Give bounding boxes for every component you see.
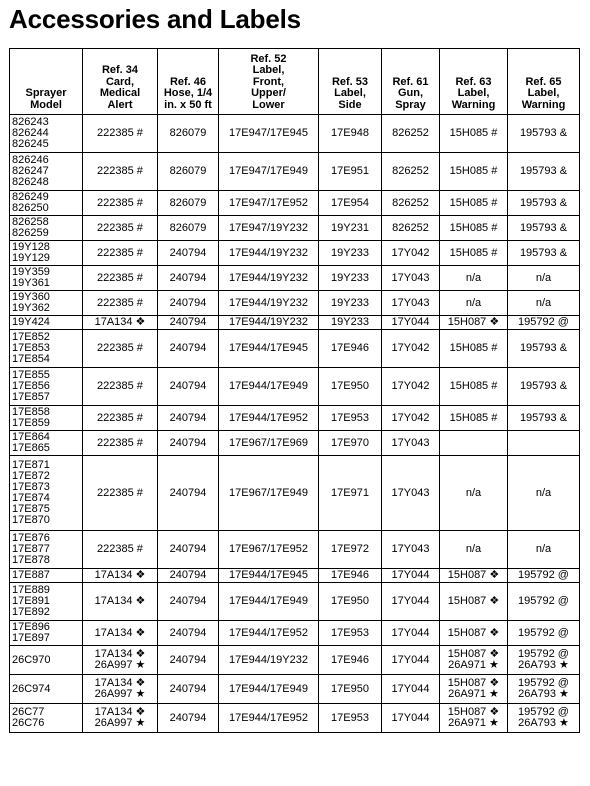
cell-ref-63: n/a	[440, 531, 508, 569]
cell-ref-46: 240794	[158, 646, 219, 675]
cell-ref-53: 17E950	[319, 583, 382, 621]
cell-ref-61: 17Y044	[382, 569, 440, 583]
table-row	[10, 330, 580, 368]
cell-ref-46: 240794	[158, 621, 219, 646]
table-row	[10, 583, 580, 621]
cell-ref-61: 17Y042	[382, 406, 440, 431]
cell-ref-53: 19Y233	[319, 266, 382, 291]
cell-ref-53: 17E954	[319, 191, 382, 216]
header-sprayer-model: Sprayer Model	[10, 49, 83, 115]
cell-sprayer-model: 826249 826250	[10, 191, 83, 216]
cell-ref-63: 15H087 ❖ 26A971 ★	[440, 646, 508, 675]
cell-ref-52: 17E944/17E945	[219, 569, 319, 583]
cell-ref-65: 195793 &	[508, 241, 580, 266]
header-ref-63: Ref. 63 Label, Warning	[440, 49, 508, 115]
cell-sprayer-model: 17E896 17E897	[10, 621, 83, 646]
cell-ref-34: 17A134 ❖ 26A997 ★	[83, 704, 158, 733]
cell-ref-52: 17E944/17E952	[219, 621, 319, 646]
cell-ref-34: 222385 #	[83, 115, 158, 153]
cell-ref-65: 195792 @	[508, 621, 580, 646]
cell-ref-63: 15H087 ❖ 26A971 ★	[440, 704, 508, 733]
cell-ref-46: 240794	[158, 704, 219, 733]
header-ref-61: Ref. 61 Gun, Spray	[382, 49, 440, 115]
cell-ref-46: 240794	[158, 456, 219, 531]
cell-ref-53: 19Y233	[319, 291, 382, 316]
cell-ref-53: 17E948	[319, 115, 382, 153]
cell-ref-46: 240794	[158, 431, 219, 456]
cell-ref-46: 240794	[158, 583, 219, 621]
cell-ref-63: n/a	[440, 456, 508, 531]
cell-ref-63: 15H085 #	[440, 216, 508, 241]
cell-ref-52: 17E944/17E945	[219, 330, 319, 368]
cell-ref-63: n/a	[440, 266, 508, 291]
cell-ref-61: 17Y043	[382, 266, 440, 291]
cell-ref-52: 17E967/17E952	[219, 531, 319, 569]
cell-ref-63: 15H087 ❖ 26A971 ★	[440, 675, 508, 704]
cell-ref-46: 240794	[158, 406, 219, 431]
cell-ref-53: 17E946	[319, 330, 382, 368]
table-row	[10, 531, 580, 569]
table-row	[10, 191, 580, 216]
cell-ref-46: 240794	[158, 368, 219, 406]
cell-sprayer-model: 19Y359 19Y361	[10, 266, 83, 291]
cell-ref-61: 826252	[382, 115, 440, 153]
cell-sprayer-model: 826243 826244 826245	[10, 115, 83, 153]
cell-ref-63: 15H085 #	[440, 153, 508, 191]
cell-ref-52: 17E967/17E949	[219, 456, 319, 531]
cell-ref-61: 17Y044	[382, 704, 440, 733]
cell-sprayer-model: 17E858 17E859	[10, 406, 83, 431]
cell-sprayer-model: 26C77 26C76	[10, 704, 83, 733]
cell-ref-53: 17E970	[319, 431, 382, 456]
header-ref-52: Ref. 52 Label, Front, Upper/ Lower	[219, 49, 319, 115]
cell-ref-34: 222385 #	[83, 291, 158, 316]
cell-ref-65: 195792 @ 26A793 ★	[508, 646, 580, 675]
cell-ref-34: 17A134 ❖	[83, 583, 158, 621]
cell-ref-34: 222385 #	[83, 153, 158, 191]
cell-ref-46: 240794	[158, 330, 219, 368]
cell-ref-46: 826079	[158, 191, 219, 216]
cell-ref-52: 17E947/17E945	[219, 115, 319, 153]
cell-ref-65: n/a	[508, 291, 580, 316]
table-row	[10, 316, 580, 330]
cell-ref-61: 17Y042	[382, 330, 440, 368]
cell-ref-63: 15H087 ❖	[440, 583, 508, 621]
table-row	[10, 675, 580, 704]
cell-ref-52: 17E944/19Y232	[219, 291, 319, 316]
cell-sprayer-model: 17E887	[10, 569, 83, 583]
cell-ref-65: 195793 &	[508, 191, 580, 216]
cell-ref-61: 826252	[382, 153, 440, 191]
table-row	[10, 291, 580, 316]
cell-ref-52: 17E944/17E949	[219, 675, 319, 704]
cell-ref-52: 17E947/19Y232	[219, 216, 319, 241]
cell-ref-52: 17E967/17E969	[219, 431, 319, 456]
cell-ref-52: 17E944/17E952	[219, 704, 319, 733]
cell-ref-65	[508, 431, 580, 456]
cell-ref-61: 17Y044	[382, 583, 440, 621]
cell-ref-53: 17E953	[319, 406, 382, 431]
table-header-row	[10, 49, 580, 115]
cell-sprayer-model: 26C974	[10, 675, 83, 704]
header-ref-65: Ref. 65 Label, Warning	[508, 49, 580, 115]
header-ref-53: Ref. 53 Label, Side	[319, 49, 382, 115]
header-ref-46: Ref. 46 Hose, 1/4 in. x 50 ft	[158, 49, 219, 115]
cell-ref-46: 240794	[158, 291, 219, 316]
cell-ref-46: 826079	[158, 153, 219, 191]
cell-ref-53: 17E951	[319, 153, 382, 191]
cell-ref-61: 17Y044	[382, 316, 440, 330]
cell-sprayer-model: 19Y424	[10, 316, 83, 330]
table-row	[10, 115, 580, 153]
cell-ref-63: n/a	[440, 291, 508, 316]
cell-ref-34: 222385 #	[83, 368, 158, 406]
cell-ref-52: 17E944/17E949	[219, 583, 319, 621]
cell-ref-61: 17Y044	[382, 675, 440, 704]
cell-ref-34: 17A134 ❖ 26A997 ★	[83, 646, 158, 675]
table-row	[10, 216, 580, 241]
cell-sprayer-model: 17E852 17E853 17E854	[10, 330, 83, 368]
cell-sprayer-model: 17E864 17E865	[10, 431, 83, 456]
table-row	[10, 704, 580, 733]
cell-ref-53: 19Y233	[319, 241, 382, 266]
cell-ref-61: 17Y043	[382, 456, 440, 531]
cell-ref-61: 826252	[382, 191, 440, 216]
cell-ref-61: 17Y043	[382, 291, 440, 316]
cell-ref-65: 195793 &	[508, 330, 580, 368]
table-row	[10, 621, 580, 646]
cell-ref-52: 17E944/17E952	[219, 406, 319, 431]
cell-ref-46: 240794	[158, 675, 219, 704]
table-row	[10, 646, 580, 675]
cell-ref-63: 15H085 #	[440, 241, 508, 266]
cell-ref-61: 826252	[382, 216, 440, 241]
cell-ref-34: 222385 #	[83, 330, 158, 368]
cell-ref-63: 15H085 #	[440, 368, 508, 406]
cell-ref-52: 17E947/17E949	[219, 153, 319, 191]
cell-sprayer-model: 17E889 17E891 17E892	[10, 583, 83, 621]
cell-ref-34: 222385 #	[83, 456, 158, 531]
page-title: Accessories and Labels	[9, 4, 301, 34]
cell-ref-53: 17E971	[319, 456, 382, 531]
cell-ref-61: 17Y044	[382, 646, 440, 675]
accessories-table	[9, 48, 580, 733]
cell-sprayer-model: 19Y128 19Y129	[10, 241, 83, 266]
cell-ref-65: n/a	[508, 531, 580, 569]
cell-ref-65: 195792 @	[508, 583, 580, 621]
cell-ref-46: 240794	[158, 266, 219, 291]
cell-ref-61: 17Y044	[382, 621, 440, 646]
table-row	[10, 406, 580, 431]
cell-ref-53: 17E950	[319, 368, 382, 406]
cell-ref-46: 826079	[158, 216, 219, 241]
cell-ref-52: 17E944/19Y232	[219, 316, 319, 330]
cell-ref-63: 15H085 #	[440, 191, 508, 216]
cell-ref-34: 17A134 ❖	[83, 316, 158, 330]
cell-sprayer-model: 826258 826259	[10, 216, 83, 241]
cell-ref-52: 17E944/19Y232	[219, 646, 319, 675]
cell-ref-65: n/a	[508, 266, 580, 291]
cell-ref-65: 195793 &	[508, 115, 580, 153]
table-row	[10, 266, 580, 291]
cell-ref-65: 195792 @	[508, 316, 580, 330]
cell-ref-46: 826079	[158, 115, 219, 153]
cell-ref-65: 195793 &	[508, 406, 580, 431]
cell-ref-63: 15H085 #	[440, 330, 508, 368]
cell-sprayer-model: 17E871 17E872 17E873 17E874 17E875 17E870	[10, 456, 83, 531]
cell-ref-46: 240794	[158, 316, 219, 330]
cell-ref-53: 17E946	[319, 569, 382, 583]
cell-ref-46: 240794	[158, 569, 219, 583]
cell-ref-34: 222385 #	[83, 241, 158, 266]
table-row	[10, 456, 580, 531]
cell-sprayer-model: 826246 826247 826248	[10, 153, 83, 191]
cell-ref-52: 17E944/19Y232	[219, 241, 319, 266]
cell-ref-61: 17Y043	[382, 431, 440, 456]
cell-ref-65: 195793 &	[508, 216, 580, 241]
table-row	[10, 368, 580, 406]
cell-ref-34: 222385 #	[83, 406, 158, 431]
table-row	[10, 431, 580, 456]
cell-ref-34: 222385 #	[83, 431, 158, 456]
cell-ref-63: 15H085 #	[440, 406, 508, 431]
cell-ref-53: 17E953	[319, 621, 382, 646]
cell-ref-34: 222385 #	[83, 266, 158, 291]
cell-sprayer-model: 26C970	[10, 646, 83, 675]
cell-ref-61: 17Y042	[382, 241, 440, 266]
cell-ref-34: 17A134 ❖	[83, 569, 158, 583]
cell-ref-53: 19Y233	[319, 316, 382, 330]
header-ref-34: Ref. 34 Card, Medical Alert	[83, 49, 158, 115]
cell-ref-53: 17E946	[319, 646, 382, 675]
cell-ref-65: 195793 &	[508, 368, 580, 406]
cell-ref-65: 195792 @	[508, 569, 580, 583]
table-row	[10, 241, 580, 266]
cell-ref-53: 17E953	[319, 704, 382, 733]
cell-ref-65: 195792 @ 26A793 ★	[508, 675, 580, 704]
cell-ref-52: 17E947/17E952	[219, 191, 319, 216]
cell-ref-34: 222385 #	[83, 216, 158, 241]
cell-ref-52: 17E944/19Y232	[219, 266, 319, 291]
cell-ref-65: 195793 &	[508, 153, 580, 191]
cell-ref-61: 17Y043	[382, 531, 440, 569]
table-row	[10, 569, 580, 583]
cell-ref-63	[440, 431, 508, 456]
cell-ref-65: n/a	[508, 456, 580, 531]
cell-ref-65: 195792 @ 26A793 ★	[508, 704, 580, 733]
cell-ref-63: 15H085 #	[440, 115, 508, 153]
cell-ref-63: 15H087 ❖	[440, 569, 508, 583]
cell-sprayer-model: 17E876 17E877 17E878	[10, 531, 83, 569]
cell-ref-34: 17A134 ❖	[83, 621, 158, 646]
cell-ref-34: 17A134 ❖ 26A997 ★	[83, 675, 158, 704]
cell-ref-53: 17E950	[319, 675, 382, 704]
cell-ref-34: 222385 #	[83, 191, 158, 216]
cell-ref-61: 17Y042	[382, 368, 440, 406]
cell-sprayer-model: 17E855 17E856 17E857	[10, 368, 83, 406]
cell-ref-53: 17E972	[319, 531, 382, 569]
cell-ref-63: 15H087 ❖	[440, 621, 508, 646]
cell-ref-63: 15H087 ❖	[440, 316, 508, 330]
cell-ref-34: 222385 #	[83, 531, 158, 569]
cell-sprayer-model: 19Y360 19Y362	[10, 291, 83, 316]
cell-ref-53: 19Y231	[319, 216, 382, 241]
table-row	[10, 153, 580, 191]
cell-ref-46: 240794	[158, 531, 219, 569]
cell-ref-46: 240794	[158, 241, 219, 266]
cell-ref-52: 17E944/17E949	[219, 368, 319, 406]
